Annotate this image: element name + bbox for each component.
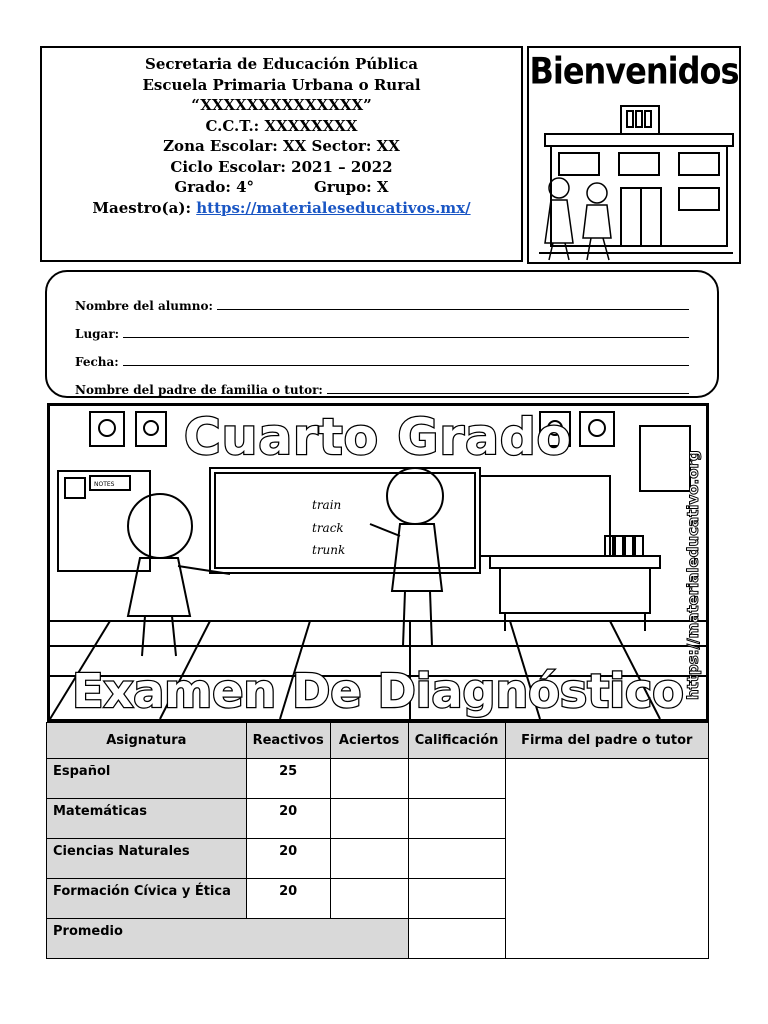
grupo-text: Grupo: X <box>314 178 389 196</box>
field-line[interactable] <box>123 337 689 338</box>
header-line-school: Escuela Primaria Urbana o Rural <box>142 75 421 94</box>
field-label: Lugar: <box>75 327 120 341</box>
reactivos-cell: 25 <box>246 759 330 799</box>
aciertos-cell[interactable] <box>330 839 408 879</box>
maestro-link[interactable]: https://materialeseducativos.mx/ <box>196 198 471 217</box>
maestro-label: Maestro(a): <box>92 198 197 217</box>
subject-cell: Español <box>47 759 247 799</box>
subject-cell: Formación Cívica y Ética <box>47 879 247 919</box>
calificacion-cell[interactable] <box>408 799 505 839</box>
board-word-1: train <box>312 498 342 512</box>
board-word-2: track <box>312 521 344 535</box>
promedio-calificacion-cell[interactable] <box>408 919 505 959</box>
table-header-row <box>47 723 709 759</box>
student-info-box <box>45 270 719 398</box>
calificacion-cell[interactable] <box>408 759 505 799</box>
promedio-label: Promedio <box>47 919 409 959</box>
field-lugar <box>75 313 689 341</box>
cover-illustration <box>47 403 709 722</box>
board-word-3: trunk <box>312 543 346 557</box>
header-line-grado <box>42 177 521 198</box>
score-table <box>46 722 709 959</box>
poster-notes-label: NOTES <box>94 481 115 488</box>
calificacion-cell[interactable] <box>408 879 505 919</box>
firma-cell[interactable] <box>505 759 708 959</box>
header-line-maestro <box>42 198 521 219</box>
field-label: Nombre del alumno: <box>75 299 213 313</box>
aciertos-cell[interactable] <box>330 879 408 919</box>
reactivos-cell: 20 <box>246 839 330 879</box>
col-header-aciertos: Aciertos <box>330 723 408 759</box>
reactivos-cell: 20 <box>246 799 330 839</box>
cover-title: Cuarto Grado <box>184 408 572 466</box>
calificacion-cell[interactable] <box>408 839 505 879</box>
vertical-url: https://materialeducativo.org <box>684 450 702 700</box>
aciertos-cell[interactable] <box>330 799 408 839</box>
grado-text: Grado: 4° <box>174 178 255 196</box>
col-header-calificacion: Calificación <box>408 723 505 759</box>
school-building-illustration <box>529 48 741 264</box>
welcome-title: Bienvenidos <box>529 49 739 93</box>
header-line-cct: C.C.T.: XXXXXXXX <box>205 116 358 135</box>
field-nombre-alumno <box>75 285 689 313</box>
reactivos-cell: 20 <box>246 879 330 919</box>
subject-cell: Ciencias Naturales <box>47 839 247 879</box>
field-line[interactable] <box>123 365 689 366</box>
col-header-asignatura: Asignatura <box>47 723 247 759</box>
col-header-firma: Firma del padre o tutor <box>505 723 708 759</box>
field-fecha <box>75 341 689 369</box>
header-line-name: “XXXXXXXXXXXXXX” <box>191 96 372 114</box>
table-row <box>47 759 709 799</box>
field-nombre-tutor <box>75 369 689 397</box>
school-header <box>40 46 523 262</box>
aciertos-cell[interactable] <box>330 759 408 799</box>
field-line[interactable] <box>217 309 689 310</box>
subject-cell: Matemáticas <box>47 799 247 839</box>
cover-subtitle: Examen De Diagnóstico <box>72 664 684 718</box>
header-line-zona: Zona Escolar: XX Sector: XX <box>163 137 400 155</box>
field-label: Nombre del padre de familia o tutor: <box>75 383 323 397</box>
col-header-reactivos: Reactivos <box>246 723 330 759</box>
header-line-sep: Secretaria de Educación Pública <box>145 55 418 73</box>
field-label: Fecha: <box>75 355 119 369</box>
field-line[interactable] <box>327 393 689 394</box>
header-line-ciclo: Ciclo Escolar: 2021 – 2022 <box>170 157 393 176</box>
welcome-box <box>527 46 741 264</box>
